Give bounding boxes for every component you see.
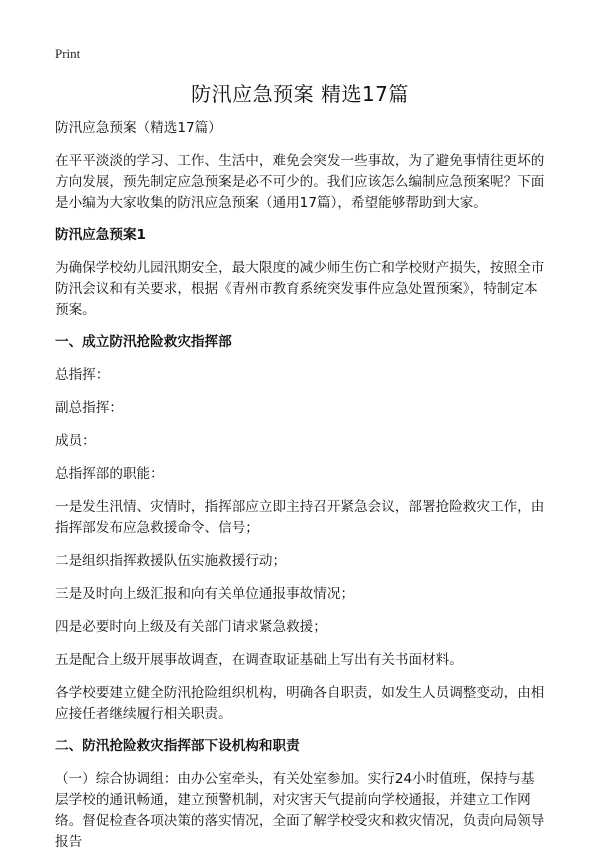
duty-item-5: 五是配合上级开展事故调查，在调查取证基础上写出有关书面材料。	[55, 652, 463, 668]
coordination-paragraph: （一）综合协调组：由办公室牵头，有关处室参加。实行24小时值班，保持与基层学校的通讯畅通，建立预警机制，对灾害天气提前向学校通报，并建立工作网络。督促检查各项决策的落实情况，全面了解学校受灾和救灾情况，负责向局领导报告	[55, 771, 545, 850]
duty-item-1: 一是发生汛情、灾情时，指挥部应立即主持召开紧急会议，部署抢险救灾工作，由指挥部发布应急救援命令、信号；	[55, 499, 545, 536]
print-link[interactable]: Print	[55, 46, 81, 61]
commander-line: 总指挥：	[55, 367, 110, 383]
document-subtitle: 防汛应急预案（精选17篇）	[55, 120, 222, 136]
document-body	[55, 118, 545, 864]
section-paragraph: 为确保学校幼儿园汛期安全，最大限度的减少师生伤亡和学校财产损失，按照全市防汛会议和有关要求，根据《青州市教育系统突发事件应急处置预案》，特制定本预案。	[55, 260, 545, 318]
page-title: 防汛应急预案 精选17篇	[191, 82, 409, 106]
duty-item-3: 三是及时向上级汇报和向有关单位通报事故情况；	[55, 586, 355, 602]
duty-item-2: 二是组织指挥救援队伍实施救援行动；	[55, 553, 287, 569]
organization-paragraph: 各学校要建立健全防汛抢险组织机构，明确各自职责，如发生人员调整变动，由相应接任者继续履行相关职责。	[55, 685, 545, 722]
duties-label: 总指挥部的职能：	[55, 466, 164, 482]
section-heading-1: 防汛应急预案1	[55, 227, 147, 243]
part-heading-2: 二、防汛抢险救灾指挥部下设机构和职责	[55, 738, 300, 754]
intro-paragraph: 在平平淡淡的学习、工作、生活中，难免会突发一些事故，为了避免事情往更坏的方向发展，预先制定应急预案是必不可少的。我们应该怎么编制应急预案呢？下面是小编为大家收集的防汛应急预案（通用17篇），希望能够帮助到大家。	[55, 153, 545, 211]
part-heading-1: 一、成立防汛抢险救灾指挥部	[55, 334, 232, 350]
vice-commander-line: 副总指挥：	[55, 400, 123, 416]
duty-item-4: 四是必要时向上级及有关部门请求紧急救援；	[55, 619, 327, 635]
members-line: 成员：	[55, 433, 96, 449]
